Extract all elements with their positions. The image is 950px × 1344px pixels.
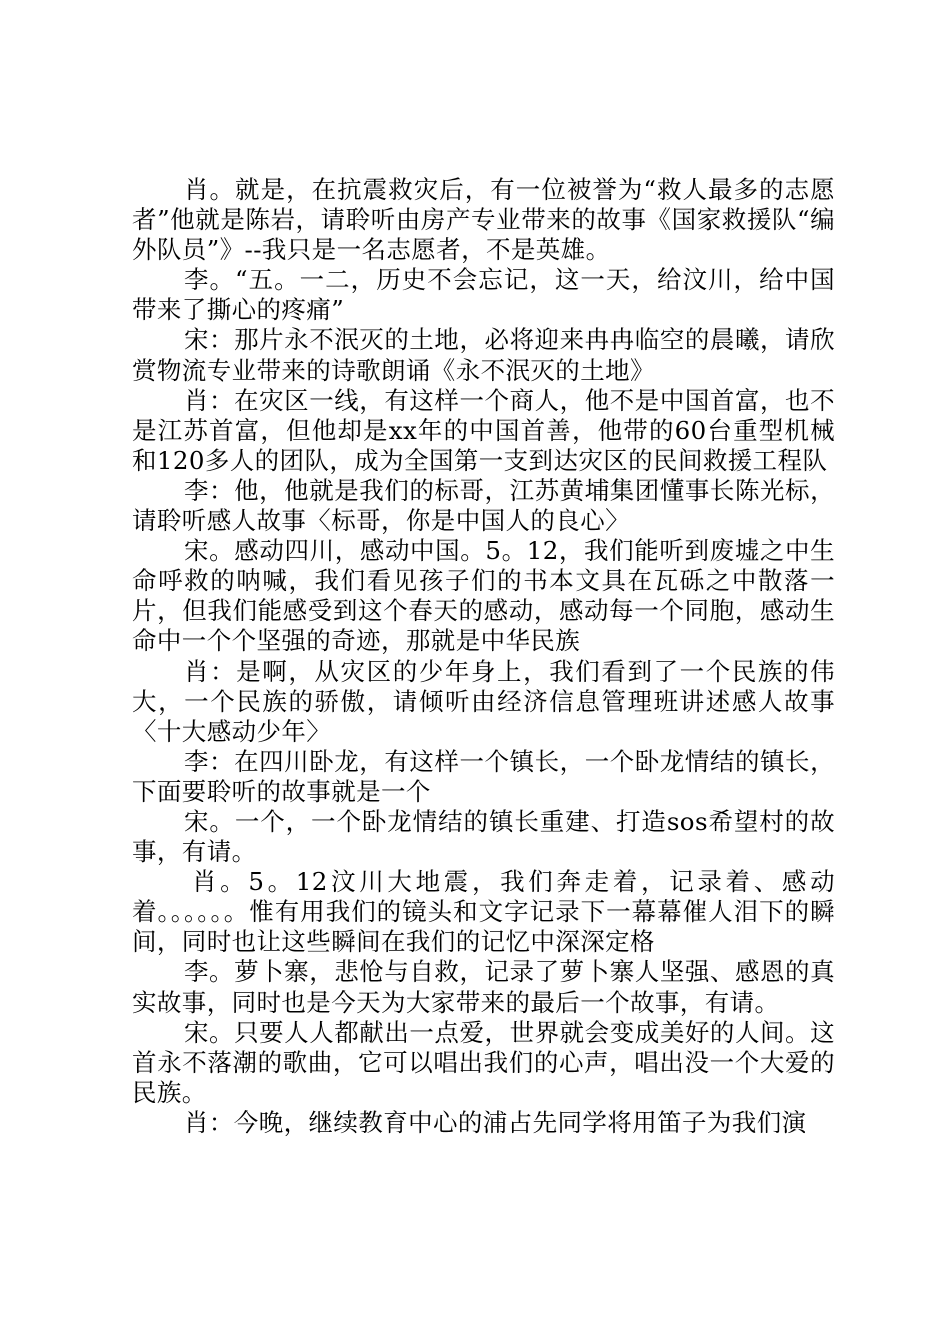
document-page (132, 175, 835, 1138)
paragraph-xiao-tonight: 肖：今晚，继续教育中心的浦占先同学将用笛子为我们演 (184, 1107, 807, 1137)
paragraph-li-wolong: 李：在四川卧龙，有这样一个镇长，一个卧龙情结的镇长，下面要聆听的故事就是一个 (132, 746, 835, 806)
paragraph-song-sos-village: 宋。一个，一个卧龙情结的镇长重建、打造sos希望村的故事，有请。 (132, 806, 835, 867)
paragraph-song-love: 宋。只要人人都献出一点爱，世界就会变成美好的人间。这首永不落潮的歌曲，它可以唱出我们的心声，唱出没一个大爱的民族。 (132, 1017, 835, 1107)
paragraph-xiao-earthquake: 肖。5。12汶川大地震，我们奔走着，记录着、感动着。。。。。。惟有用我们的镜头和文字记录下一幕幕催人泪下的瞬间，同时也让这些瞬间在我们的记忆中深深定格 (132, 867, 835, 957)
paragraph-xiao-volunteer: 肖。就是，在抗震救灾后，有一位被誉为“救人最多的志愿者”他就是陈岩，请聆听由房产专业带来的故事《国家救援队“编外队员”》--我只是一名志愿者，不是英雄。 (132, 175, 835, 265)
paragraph-xiao-youth: 肖：是啊，从灾区的少年身上，我们看到了一个民族的伟大，一个民族的骄傲，请倾听由经济信息管理班讲述感人故事〈十大感动少年〉 (132, 656, 835, 746)
paragraph-song-sichuan: 宋。感动四川，感动中国。5。12，我们能听到废墟之中生命呼救的呐喊，我们看见孩子们的书本文具在瓦砾之中散落一片，但我们能感受到这个春天的感动，感动每一个同胞，感动生命中一个个坚强的奇迹，那就是中华民族 (132, 536, 835, 656)
paragraph-li-biaoge: 李：他，他就是我们的标哥，江苏黄埔集团懂事长陈光标，请聆听感人故事〈标哥，你是中国人的良心〉 (132, 475, 835, 536)
paragraph-xiao-merchant: 肖：在灾区一线，有这样一个商人，他不是中国首富，也不是江苏首富，但他却是xx年的中国首善，他带的60台重型机械和120多人的团队，成为全国第一支到达灾区的民间救援工程队 (132, 385, 835, 475)
paragraph-song-land: 宋：那片永不泯灭的土地，必将迎来冉冉临空的晨曦，请欣赏物流专业带来的诗歌朗诵《永不泯灭的土地》 (132, 325, 835, 385)
paragraph-li-luobuzhai: 李。萝卜寨，悲怆与自救，记录了萝卜寨人坚强、感恩的真实故事，同时也是今天为大家带来的最后一个故事，有请。 (132, 957, 835, 1017)
paragraph-li-may-twelve: 李。“五。一二，历史不会忘记，这一天，给汶川，给中国带来了撕心的疼痛” (132, 265, 835, 325)
